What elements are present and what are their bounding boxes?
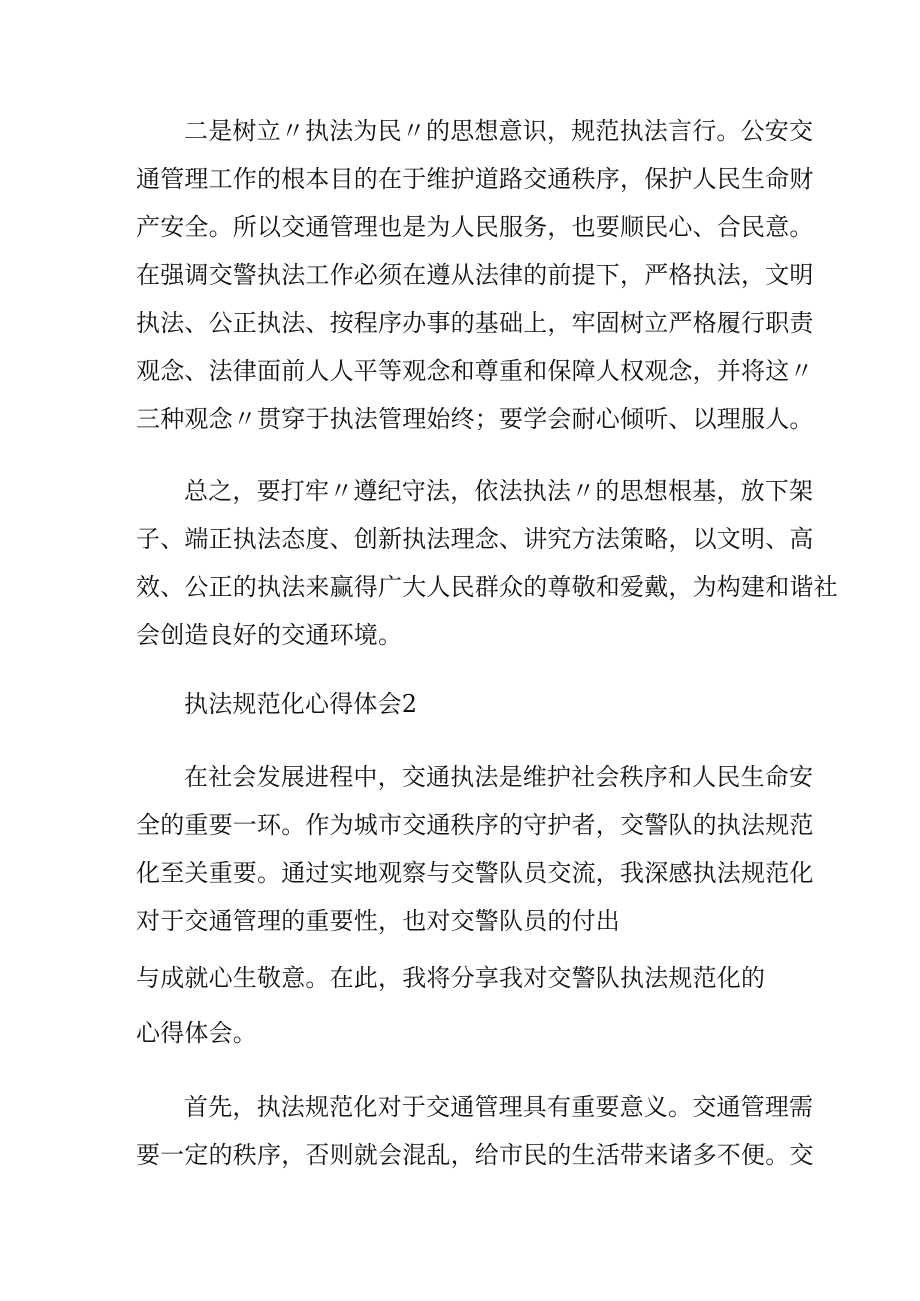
text-line: 首先，执法规范化对于交通管理具有重要意义。交通管理需 [184, 1093, 814, 1121]
text-line: 化至关重要。通过实地观察与交警队员交流，我深感执法规范化 [136, 859, 814, 887]
paragraph-respect [136, 954, 796, 1002]
text-line: 通管理工作的根本目的在于维护道路交通秩序，保护人民生命财 [136, 165, 814, 193]
text-line: 二是树立〃执法为民〃的思想意识，规范执法言行。公安交 [184, 117, 814, 145]
text-line: 效、公正的执法来赢得广大人民群众的尊敬和爱戴，为构建和谐社 [136, 573, 838, 601]
text-line: 三种观念〃贯穿于执法管理始终；要学会耐心倾听、以理服人。 [136, 405, 814, 433]
paragraph-experience [136, 1009, 796, 1057]
text-line: 子、端正执法态度、创新执法理念、讲究方法策略，以文明、高 [136, 525, 814, 553]
text-line: 执法、公正执法、按程序办事的基础上，牢固树立严格履行职责 [136, 309, 814, 337]
text-line: 心得体会。 [136, 1019, 257, 1047]
text-line: 观念、法律面前人人平等观念和尊重和保障人权观念，并将这〃 [136, 357, 814, 385]
paragraph-law-enforcement-for-people [136, 107, 814, 443]
text-line: 要一定的秩序，否则就会混乱，给市民的生活带来诸多不便。交 [136, 1141, 814, 1169]
paragraph-conclusion [136, 467, 838, 659]
section-heading [136, 680, 796, 728]
text-line: 对于交通管理的重要性，也对交警队员的付出 [136, 907, 620, 935]
text-line: 会创造良好的交通环境。 [136, 621, 403, 649]
paragraph-intro [136, 753, 814, 945]
heading-text: 执法规范化心得体会2 [184, 690, 418, 718]
text-line: 与成就心生敬意。在此，我将分享我对交警队执法规范化的 [136, 964, 766, 992]
text-line: 产安全。所以交通管理也是为人民服务，也要顺民心、合民意。 [136, 213, 814, 241]
text-line: 在强调交警执法工作必须在遵从法律的前提下，严格执法，文明 [136, 261, 814, 289]
text-line: 总之，要打牢〃遵纪守法，依法执法〃的思想根基，放下架 [184, 477, 814, 505]
text-line: 在社会发展进程中，交通执法是维护社会秩序和人民生命安 [184, 763, 814, 791]
text-line: 全的重要一环。作为城市交通秩序的守护者，交警队的执法规范 [136, 811, 814, 839]
paragraph-first-point [136, 1083, 814, 1179]
